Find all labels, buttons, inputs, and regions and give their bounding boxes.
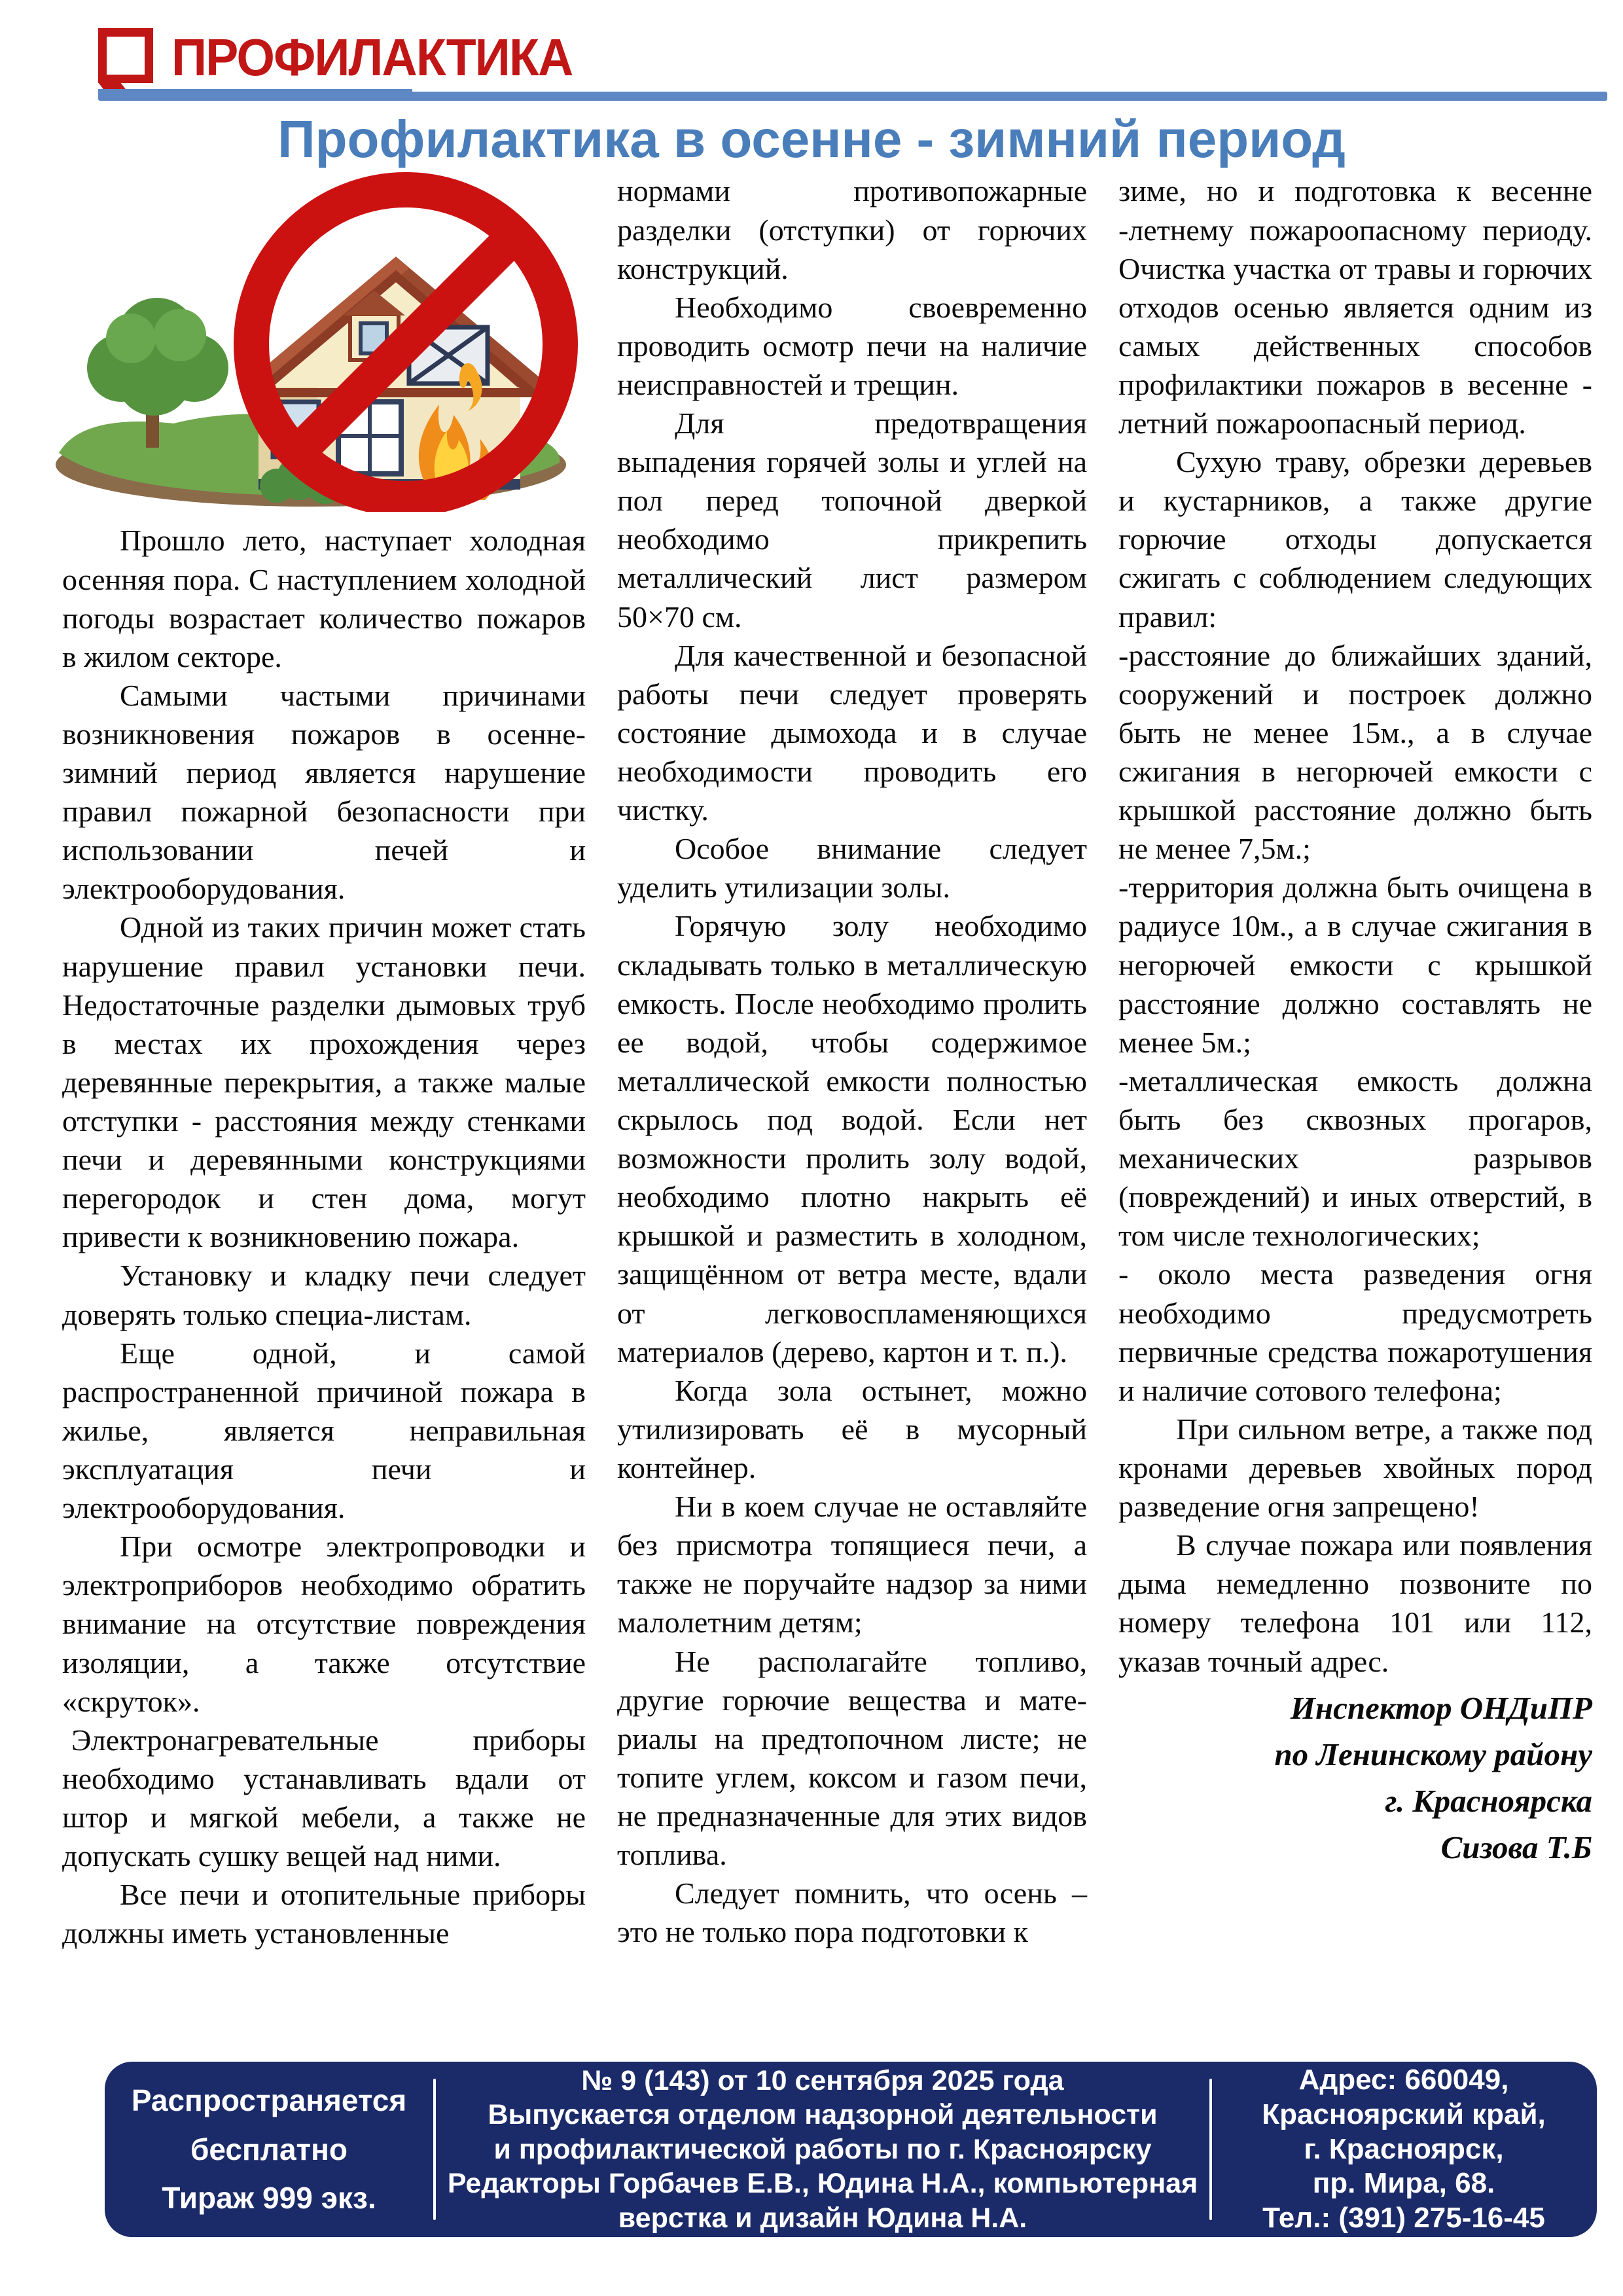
footer-line: Редакторы Горбачев Е.В., Юдина Н.А., компьютерная: [447, 2168, 1198, 2200]
footer-line: и профилактической работы по г. Красноярску: [493, 2133, 1152, 2165]
paragraph: Установку и кладку печи следует доверять только специа-листам.: [62, 1259, 586, 1331]
paragraph: В случае пожара или появления дыма немедленно позвоните по номеру телефона 101 или 112, указав точный адрес.: [1118, 1528, 1592, 1678]
imprint-footer: [105, 2062, 1597, 2237]
paragraph: зиме, но и подготовка к весенне -летнему пожароопасному периоду. Очистка участка от травы и горючих отходов осенью является одним из самых действенных способов профилактики пожаров в весенне - летний пожароопасный период.: [1118, 174, 1592, 440]
footer-line: Тираж 999 экз.: [162, 2181, 376, 2215]
paragraph: Прошло лето, наступает холодная осенняя пора. С наступлением холодной погоды возрастает количество пожаров в жилом секторе.: [62, 524, 586, 673]
signature-line: г. Красноярска: [1385, 1782, 1592, 1819]
footer-line: Тел.: (391) 275-16-45: [1262, 2202, 1545, 2234]
signature-line: по Ленинскому району: [1274, 1736, 1592, 1772]
paragraph: нормами противопожарные разделки (отступки) от горючих конструкций.: [617, 174, 1087, 285]
paragraph: Все печи и отопительные приборы должны иметь установленные: [62, 1878, 586, 1950]
paragraph: -территория должна быть очищена в радиусе 10м., а в случае сжигания в негорючей емкости с крышкой расстояние должно составлять не менее 5м.;: [1118, 870, 1592, 1059]
footer-line: пр. Мира, 68.: [1312, 2167, 1495, 2200]
paragraph: Для предотвращения выпадения горячей золы и углей на пол перед топочной дверкой необходимо прикрепить металлический лист размером 50×70 см.: [617, 406, 1087, 634]
author-signature: [1118, 1685, 1592, 1871]
paragraph: При осмотре электропроводки и электроприборов необходимо обратить внимание на отсутствие повреждения изоляции, а также отсутствие «скруток».: [62, 1530, 586, 1718]
paragraph: Самыми частыми причинами возникновения пожаров в осенне-зимний период является нарушение правил пожарной безопасности при использовании печей и электрооборудования.: [62, 678, 586, 906]
article-body: [0, 168, 1623, 1952]
column-1: [62, 171, 586, 1952]
paragraph: Сухую траву, обрезки деревьев и кустарников, а также другие горючие отходы допускается сжигать с соблюдением следующих правил:: [1118, 445, 1592, 634]
column-1-text: [62, 521, 586, 1952]
footer-issue-info: [436, 2062, 1209, 2237]
footer-line: № 9 (143) от 10 сентября 2025 года: [581, 2064, 1064, 2096]
footer-distribution: [105, 2062, 433, 2237]
paragraph: -металлическая емкость должна быть без сквозных прогаров, механических разрывов (повреждений) и иных отверстий, в том числе технологических;: [1118, 1064, 1592, 1253]
column-3-text: [1118, 171, 1592, 1680]
paragraph: Особое внимание следует уделить утилизации золы.: [617, 832, 1087, 905]
section-header-label: ПРОФИЛАКТИКА: [171, 28, 573, 86]
checkbox-square-icon: [98, 28, 153, 83]
paragraph: Ни в коем случае не оставляйте без присмотра топящиеся печи, а также не поручайте надзор за ними малолетним детям;: [617, 1490, 1087, 1640]
house-fire-prohibition-illustration: [43, 171, 584, 512]
tree-foliage: [87, 298, 228, 416]
footer-line: Адрес: 660049,: [1298, 2064, 1509, 2096]
paragraph: -расстояние до ближайших зданий, сооружений и построек должно быть не менее 15м., а в случае сжигания в негорючей емкости с крышкой расстояние должно быть не менее 7,5м.;: [1118, 638, 1592, 866]
column-2-text: [617, 171, 1087, 1951]
section-header: [98, 27, 1623, 88]
paragraph: - около места разведения огня необходимо предусмотреть первичные средства пожаротушения и наличие сотового телефона;: [1118, 1257, 1592, 1407]
footer-line: Выпускается отделом надзорной деятельности: [488, 2099, 1158, 2131]
signature-line: Сизова Т.Б: [1440, 1829, 1592, 1865]
footer-line: Распространяется: [131, 2083, 407, 2118]
paragraph: Когда зола остынет, можно утилизировать её в мусорный контейнер.: [617, 1373, 1087, 1484]
page-title: Профилактика в осенне - зимний период: [277, 110, 1346, 168]
footer-line: бесплатно: [190, 2132, 348, 2166]
paragraph: Одной из таких причин может стать нарушение правил установки печи. Недостаточные разделки дымовых труб в местах их прохождения через деревянные перекрытия, а также малые отступки - расстояния между стенками печи и деревянными конструкциями перегородок и стен дома, могут привести к возникновению пожара.: [62, 910, 586, 1254]
footer-line: Красноярский край,: [1262, 2098, 1546, 2130]
paragraph: Горячую золу необходимо складывать только в металлическую емкость. После необходимо пролить ее водой, чтобы содержимое металлической емкости полностью скрылось под водой. Если нет возможности пролить золу водой, необходимо плотно накрыть её крышкой и разместить в холодном, защищённом от ветра месте, вдали от легковоспламеняющихся материалов (дерево, картон и т. п.).: [617, 909, 1087, 1369]
footer-line: верстка и дизайн Юдина Н.А.: [618, 2202, 1027, 2234]
footer-line: г. Красноярск,: [1304, 2132, 1504, 2165]
paragraph: Электронагревательные приборы необходимо устанавливать вдали от штор и мягкой мебели, а также не допускать сушку вещей над ними.: [62, 1723, 586, 1873]
paragraph: Еще одной, и самой распространенной причиной пожара в жилье, является неправильная эксплуатация печи и электрооборудования.: [62, 1336, 586, 1525]
paragraph: Не располагайте топливо, другие горючие вещества и мате-риалы на предтопочном листе; не топите углем, коксом и газом печи, не предназначенные для этих видов топлива.: [617, 1644, 1087, 1872]
column-3: [1118, 171, 1592, 1870]
paragraph: При сильном ветре, а также под кронами деревьев хвойных пород разведение огня запрещено!: [1118, 1412, 1592, 1524]
header-divider: [98, 92, 1607, 101]
paragraph: Следует помнить, что осень – это не только пора подготовки к: [617, 1876, 1087, 1949]
footer-address: [1212, 2062, 1596, 2237]
paragraph: Для качественной и безопасной работы печи следует проверять состояние дымохода и в случае необходимости проводить его чистку.: [617, 638, 1087, 827]
signature-line: Инспектор ОНДиПР: [1290, 1689, 1592, 1726]
paragraph: Необходимо своевременно проводить осмотр печи на наличие неисправностей и трещин.: [617, 290, 1087, 401]
column-2: [617, 171, 1087, 1951]
